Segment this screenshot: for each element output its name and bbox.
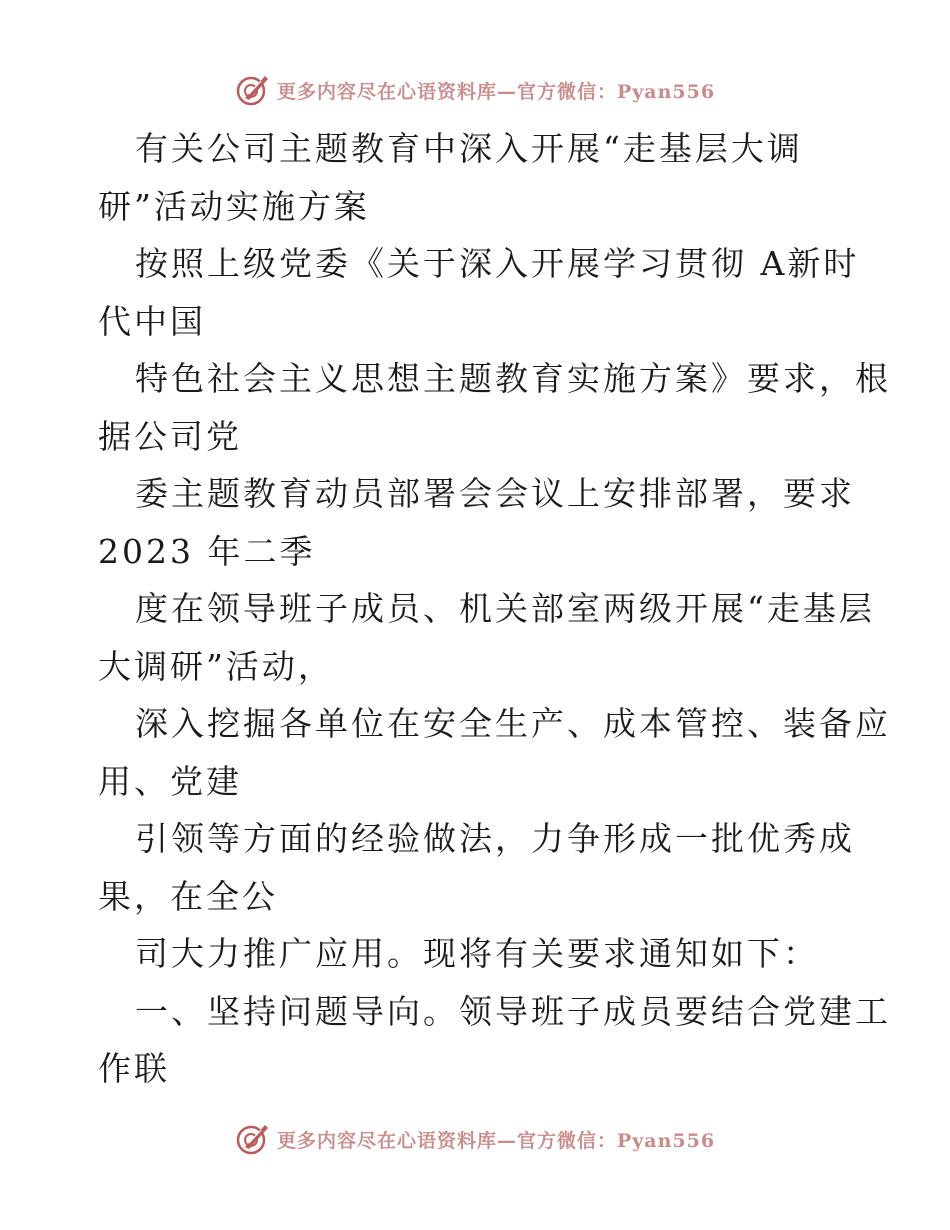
footer-banner-text: 更多内容尽在心语资料库—官方微信：Pyan556: [276, 1129, 716, 1152]
quill-logo-icon: [235, 72, 271, 108]
header-banner: [0, 70, 950, 110]
header-banner-text: 更多内容尽在心语资料库—官方微信：Pyan556: [276, 80, 716, 103]
text-line-10: 大调研”活动，: [98, 646, 334, 686]
text-line-16: 一、坚持问题导向。领导班子成员要结合党建工: [135, 991, 891, 1031]
footer-banner: [0, 1119, 950, 1159]
text-line-8: 2023 年二季: [98, 531, 316, 571]
text-line-1: 有关公司主题教育中深入开展“走基层大调: [135, 129, 803, 168]
text-line-5: 特色社会主义思想主题教育实施方案》要求，根: [135, 359, 891, 398]
text-line-13: 引领等方面的经验做法，力争形成一批优秀成: [135, 819, 855, 858]
text-line-15: 司大力推广应用。现将有关要求通知如下：: [135, 934, 819, 973]
text-line-2: 研”活动实施方案: [98, 186, 370, 226]
document-body: [98, 120, 891, 1098]
quill-logo-icon: [235, 1121, 271, 1157]
text-line-11: 深入挖掘各单位在安全生产、成本管控、装备应: [135, 704, 891, 743]
text-line-6: 据公司党: [98, 416, 242, 456]
text-line-12: 用、党建: [98, 761, 242, 801]
text-line-9: 度在领导班子成员、机关部室两级开展“走基层: [135, 589, 875, 628]
text-line-17: 作联: [98, 1049, 170, 1088]
text-line-7: 委主题教育动员部署会会议上安排部署，要求: [135, 474, 855, 513]
text-line-14: 果，在全公: [98, 876, 278, 916]
text-line-4: 代中国: [98, 301, 206, 341]
text-line-3: 按照上级党委《关于深入开展学习贯彻 A新时: [135, 244, 860, 283]
